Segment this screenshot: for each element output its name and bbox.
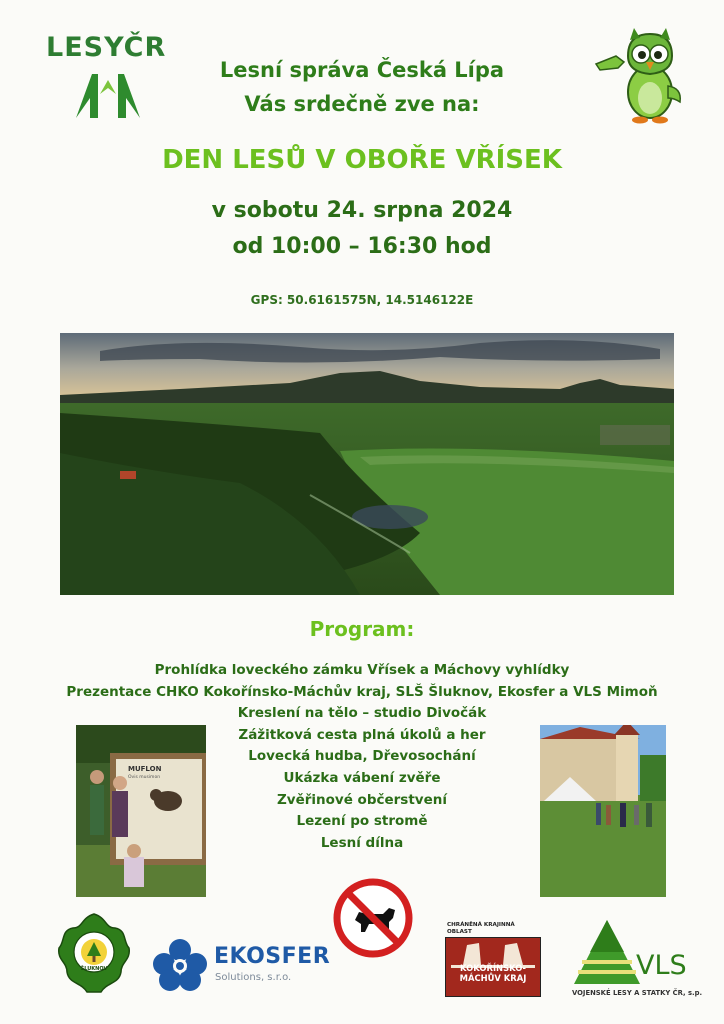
program-item: Zvěřinové občerstvení [276, 791, 447, 808]
ekosfer-name: EKOSFER [214, 944, 331, 969]
landscape-photo [60, 333, 674, 595]
vls-logo [566, 916, 703, 1004]
event-title: DEN LESŮ V OBOŘE VŘÍSEK [162, 145, 562, 175]
castle-event-photo [540, 725, 666, 897]
ekosfer-subtitle: Solutions, s.r.o. [215, 972, 292, 983]
ekosfer-logo [152, 938, 342, 992]
vls-triangle-icon [572, 918, 642, 988]
chko-name-line1: KOKOŘÍNSKO- [460, 963, 526, 973]
sign-subtitle: Ovis musimon [128, 775, 161, 780]
chko-heading: CHRÁNĚNÁ KRAJINNÁ OBLAST [447, 922, 515, 935]
program-item: Kreslení na tělo – studio Divočák [237, 705, 487, 722]
chko-name-line2: MÁCHŮV KRAJ [459, 973, 527, 983]
emblem-text: ŠLUKNOV [80, 966, 108, 972]
program-item: Prohlídka loveckého zámku Vřísek a Máchovy vyhlídky [154, 662, 570, 678]
lesycr-logo-text: LESYČR [46, 32, 167, 63]
invite-line: Vás srdečně zve na: [244, 92, 480, 116]
vls-full-name: VOJENSKÉ LESY A STATKY ČR, s.p. [572, 989, 703, 997]
program-item: Ukázka vábení zvěře [283, 769, 441, 786]
vls-letters: VLS [636, 950, 687, 981]
event-date: v sobotu 24. srpna 2024 [211, 198, 513, 223]
program-heading: Program: [309, 617, 415, 641]
forestry-school-emblem [57, 912, 131, 994]
chko-name [445, 963, 541, 983]
program-item: Zážitková cesta plná úkolů a her [238, 726, 486, 743]
no-dogs-sign-icon [333, 878, 413, 958]
sign-title: MUFLON [128, 765, 162, 773]
gps-coordinates: GPS: 50.6161575N, 14.5146122E [250, 293, 474, 307]
chko-logo [445, 921, 541, 997]
ekosfer-flower-icon [152, 938, 208, 992]
organizer-line: Lesní správa Česká Lípa [219, 58, 505, 82]
event-time: od 10:00 – 16:30 hod [232, 234, 492, 259]
children-info-board-photo [76, 725, 206, 897]
program-item: Prezentace CHKO Kokořínsko-Máchův kraj, SLŠ Šluknov, Ekosfer a VLS Mimoň [66, 683, 658, 700]
program-item: Lesní dílna [320, 834, 404, 851]
program-item: Lovecká hudba, Dřevosochání [248, 748, 476, 765]
program-item: Lezení po stromě [296, 813, 428, 830]
